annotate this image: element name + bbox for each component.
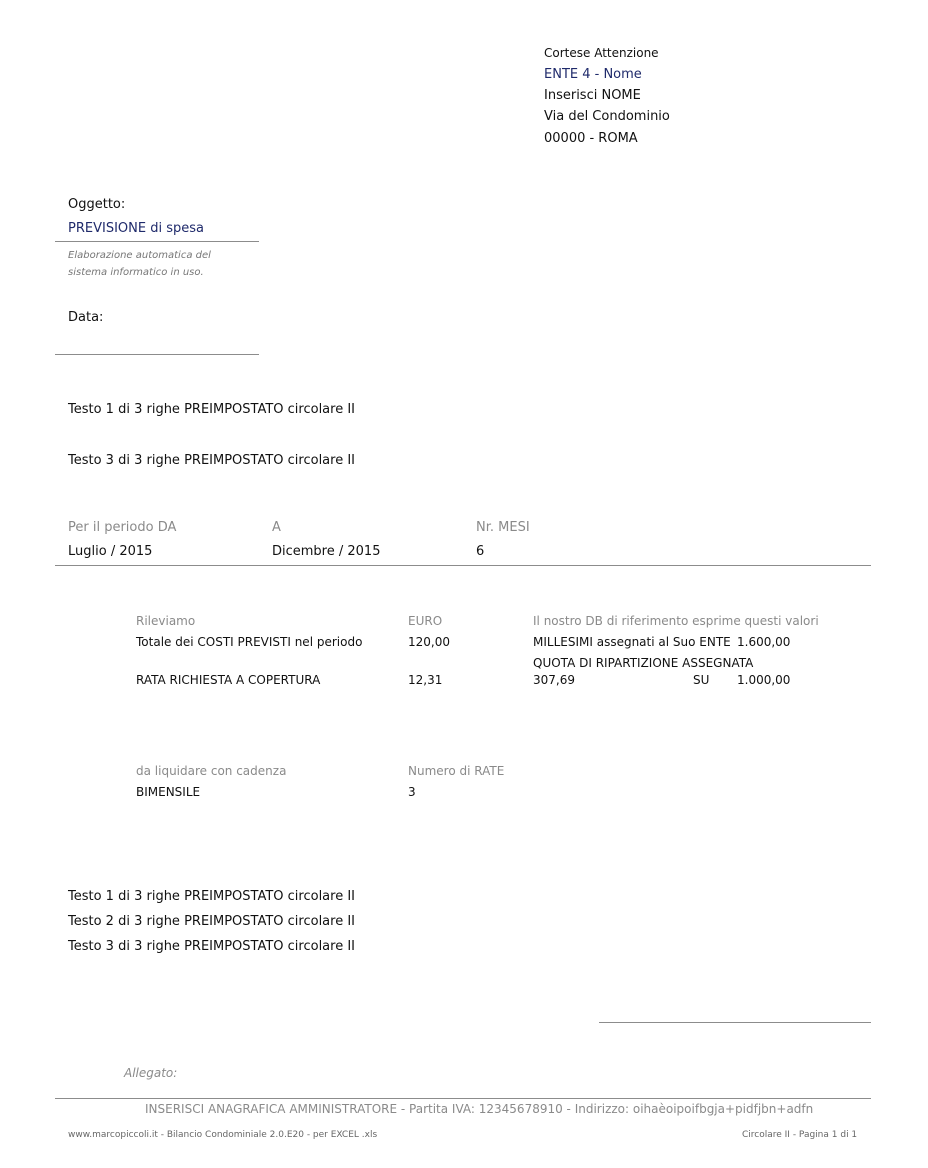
date-label: Data: bbox=[68, 310, 104, 325]
details-row2-amount: 12,31 bbox=[408, 673, 443, 687]
details-col2-header: EURO bbox=[408, 614, 443, 628]
su-value: 1.000,00 bbox=[737, 673, 791, 687]
period-from-value: Luglio / 2015 bbox=[68, 544, 153, 559]
closing-line-1: Testo 1 di 3 righe PREIMPOSTATO circolare II bbox=[68, 889, 356, 904]
quota-label: QUOTA DI RIPARTIZIONE ASSEGNATA bbox=[533, 656, 754, 670]
signature-line bbox=[599, 1022, 871, 1023]
details-row1-label: Totale dei COSTI PREVISTI nel periodo bbox=[136, 635, 363, 649]
closing-line-2: Testo 2 di 3 righe PREIMPOSTATO circolare II bbox=[68, 914, 356, 929]
cadence-value: BIMENSILE bbox=[136, 785, 201, 799]
closing-line-3: Testo 3 di 3 righe PREIMPOSTATO circolare II bbox=[68, 939, 356, 954]
period-months-value: 6 bbox=[476, 544, 485, 559]
attachment-label: Allegato: bbox=[124, 1066, 178, 1080]
details-col3-header: Il nostro DB di riferimento esprime questi valori bbox=[533, 614, 819, 628]
subject-note: Elaborazione automatica del sistema informatico in uso. bbox=[68, 250, 211, 278]
footer-admin: INSERISCI ANAGRAFICA AMMINISTRATORE - Partita IVA: 12345678910 - Indirizzo: oihaèoipoifbgja+pidfjbn+adfn bbox=[145, 1102, 814, 1116]
cadence-label: da liquidare con cadenza bbox=[136, 764, 287, 778]
details-row1-amount: 120,00 bbox=[408, 635, 450, 649]
period-from-label: Per il periodo DA bbox=[68, 520, 177, 535]
details-row2-label: RATA RICHIESTA A COPERTURA bbox=[136, 673, 321, 687]
su-label: SU bbox=[693, 673, 710, 687]
recipient-entity: ENTE 4 - Nome bbox=[544, 67, 642, 82]
date-underline bbox=[55, 354, 259, 355]
footer-divider bbox=[55, 1098, 871, 1099]
intro-line-3: Testo 3 di 3 righe PREIMPOSTATO circolare II bbox=[68, 453, 356, 468]
intro-line-1: Testo 1 di 3 righe PREIMPOSTATO circolare II bbox=[68, 402, 356, 417]
subject-underline bbox=[55, 241, 259, 242]
period-to-value: Dicembre / 2015 bbox=[272, 544, 381, 559]
period-divider bbox=[55, 565, 871, 566]
recipient-name: Inserisci NOME bbox=[544, 88, 641, 103]
period-to-label: A bbox=[272, 520, 281, 535]
period-months-label: Nr. MESI bbox=[476, 520, 530, 535]
recipient-city: 00000 - ROMA bbox=[544, 131, 638, 146]
millesimi-label: MILLESIMI assegnati al Suo ENTE bbox=[533, 635, 731, 649]
quota-value: 307,69 bbox=[533, 673, 575, 687]
recipient-street: Via del Condominio bbox=[544, 109, 670, 124]
subject-value: PREVISIONE di spesa bbox=[68, 221, 204, 236]
footer-right: Circolare II - Pagina 1 di 1 bbox=[742, 1130, 858, 1140]
rate-value: 3 bbox=[408, 785, 416, 799]
rate-label: Numero di RATE bbox=[408, 764, 505, 778]
subject-label: Oggetto: bbox=[68, 197, 126, 212]
details-col1-header: Rileviamo bbox=[136, 614, 196, 628]
recipient-attention: Cortese Attenzione bbox=[544, 46, 659, 60]
footer-left: www.marcopiccoli.it - Bilancio Condominiale 2.0.E20 - per EXCEL .xls bbox=[68, 1130, 378, 1140]
millesimi-value: 1.600,00 bbox=[737, 635, 791, 649]
